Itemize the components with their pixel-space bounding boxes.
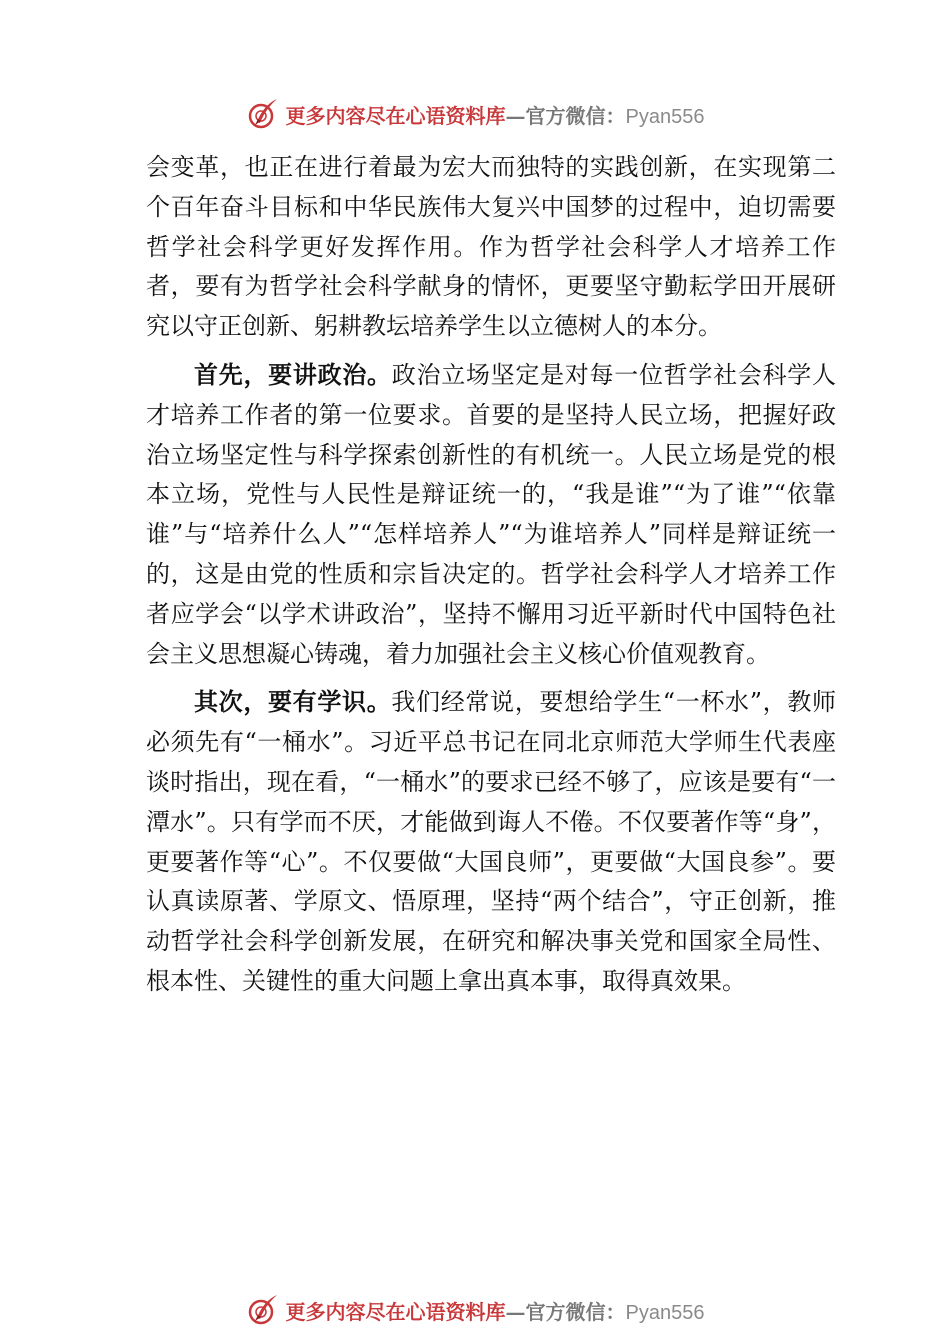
watermark-brand-text: 更多内容尽在心语资料库 [285,103,506,128]
watermark-wechat-label: —官方微信： [505,103,626,128]
paragraph-politics-text: 政治立场坚定是对每一位哲学社会科学人才培养工作者的第一位要求。首要的是坚持人民立场，把握好政治立场坚定性与科学探索创新性的有机统一。人民立场是党的根本立场，党性与人民性是辩证统一的，“我是谁”“为了谁”“依靠谁”与“培养什么人”“怎样培养人”“为谁培养人”同样是辩证统一的，这是由党的性质和宗旨决定的。哲学社会科学人才培养工作者应学会“以学术讲政治”，坚持不懈用习近平新时代中国特色社会主义思想凝心铸魂，着力加强社会主义核心价值观教育。 [146,360,837,668]
quill-logo-icon [246,97,280,131]
document-body [146,148,836,1002]
footer-watermark [0,1290,950,1330]
paragraph-politics-heading: 首先，要讲政治。 [194,360,392,389]
watermark-wechat-id: Pyan556 [625,105,705,128]
watermark-brand-text: 更多内容尽在心语资料库 [285,1299,506,1324]
paragraph-intro: 会变革，也正在进行着最为宏大而独特的实践创新，在实现第二个百年奋斗目标和中华民族伟大复兴中国梦的过程中，迫切需要哲学社会科学更好发挥作用。作为哲学社会科学人才培养工作者，要有为哲学社会科学献身的情怀，更要坚守勤耘学田开展研究以守正创新、躬耕教坛培养学生以立德树人的本分。 [146,153,836,341]
watermark-wechat-label: —官方微信： [505,1299,626,1324]
paragraph-knowledge [146,683,836,1001]
header-watermark [0,94,950,134]
paragraph-politics [146,356,836,674]
watermark-wechat-id: Pyan556 [625,1301,705,1324]
paragraph-knowledge-text: 我们经常说，要想给学生“一杯水”，教师必须先有“一桶水”。习近平总书记在同北京师范大学师生代表座谈时指出，现在看，“一桶水”的要求已经不够了，应该是要有“一潭水”。只有学而不厌，才能做到诲人不倦。不仅要著作等“身”，更要著作等“心”。不仅要做“大国良师”，更要做“大国良参”。要认真读原著、学原文、悟原理，坚持“两个结合”，守正创新，推动哲学社会科学创新发展，在研究和解决事关党和国家全局性、根本性、关键性的重大问题上拿出真本事，取得真效果。 [146,688,836,995]
quill-logo-icon [246,1293,280,1327]
paragraph-knowledge-heading: 其次，要有学识。 [194,688,392,717]
